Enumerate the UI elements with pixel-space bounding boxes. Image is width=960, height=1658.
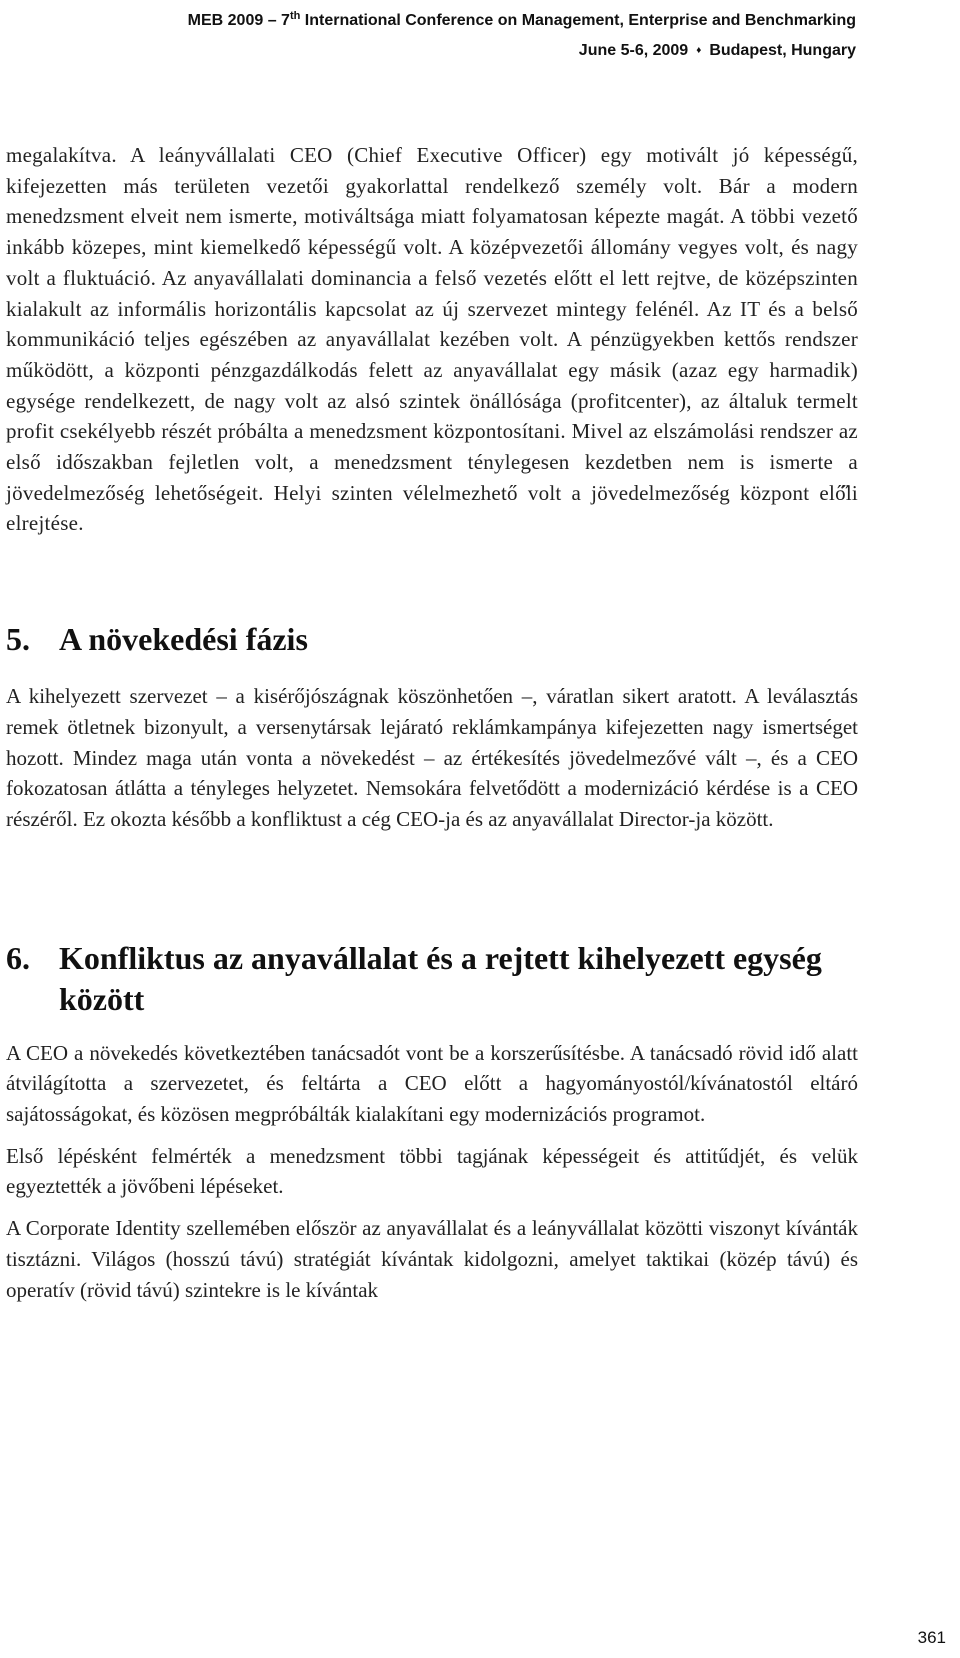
paragraph-1: megalakítva. A leányvállalati CEO (Chief Executive Officer) egy motivált jó képességű, kifejezetten más területen vezetői gyakorlattal rendelkező személy volt. Bár a modern menedzsment elveit nem ismerte, motiváltsága miatt folyamatosan képezte magát. A többi vezető inkább közepes, mint kiemelkedő képességű volt. A középvezetői állomány vegyes volt, és nagy volt a fluktuáció. Az anyavállalati dominancia a felső vezetés előtt el lett rejtve, de középszinten kialakult az informális horizontális kapcsolat az új szervezet mintegy felénél. Az IT és a belső kommunikáció teljes egészében az anyavállalat kezében volt. A pénzügyekben kettős rendszer működött, a központi pénzgazdálkodás felett az anyavállalat egy másik (azaz egy harmadik) egysége rendelkezett, de nagy volt az alsó szintek önállósága (profitcenter), az általuk termelt profit csekélyebb részét próbálta a menedzsment központosítani. Mivel az elszámolási rendszer az első időszakban fejletlen volt, a menedzsment ténylegesen kezdetben nem is ismerte a jövedelmezőség lehetőségeit. Helyi szinten vélelmezhető volt a jövedelmezőség központ elő̋li elrejtése. (6, 143, 858, 536)
conference-date-place (188, 36, 856, 66)
conference-place: Budapest, Hungary (709, 42, 856, 59)
conference-title: MEB 2009 – 7th International Conference on Management, Enterprise and Benchmarking (187, 10, 856, 29)
page-number: 361 (917, 1628, 946, 1647)
running-header (188, 6, 856, 66)
section-5-heading (6, 619, 858, 660)
page-body (6, 140, 858, 1305)
section-5-number: 5. (6, 621, 30, 658)
paragraph-3: A CEO a növekedés következtében tanácsadót vont be a korszerűsítésbe. A tanácsadó rövid idő alatt átvilágította a szervezetet, és feltárta a CEO előtt a hagyományostól/kívánatostól eltáró sajátosságokat, és közösen megpróbálták kialakítani egy modernizációs programot. (6, 1040, 858, 1127)
paragraph-5: A Corporate Identity szellemében először az anyavállalat és a leányvállalat közötti viszonyt kívánták tisztázni. Világos (hosszú távú) stratégiát kívántak kidolgozni, amelyet taktikai (közép távú) és operatív (rövid távú) szintekre is le kívántak (6, 1216, 858, 1302)
paragraph-4: Első lépésként felmérték a menedzsment többi tagjának képességeit és attitűdjét, és velük egyeztették a jövőbeni lépéseket. (6, 1143, 858, 1199)
section-6-heading (6, 938, 858, 1020)
diamond-separator-icon: ♦ (696, 45, 702, 56)
section-5-title: A növekedési fázis (59, 621, 308, 658)
paragraph-2: A kihelyezett szervezet – a kisérőjószágnak köszönhetően –, váratlan sikert aratott. A leválasztás remek ötletnek bizonyult, a versenytársak lejárató reklámkampánya kifejezetten nagy ismertséget hozott. Mindez maga után vonta a növekedést – az értékesítés jövedelmezővé vált –, és a CEO fokozatosan átlátta a tényleges helyzetet. Nemsokára felvetődött a modernizáció kérdése is a CEO részéről. Ez okozta később a konfliktust a cég CEO-ja és az anyavállalat Director-ja között. (6, 684, 858, 831)
section-6-number: 6. (6, 939, 30, 976)
section-6-title: Konfliktus az anyavállalat és a rejtett kihelyezett egység között (59, 939, 822, 1017)
conference-date: June 5-6, 2009 (578, 42, 689, 59)
